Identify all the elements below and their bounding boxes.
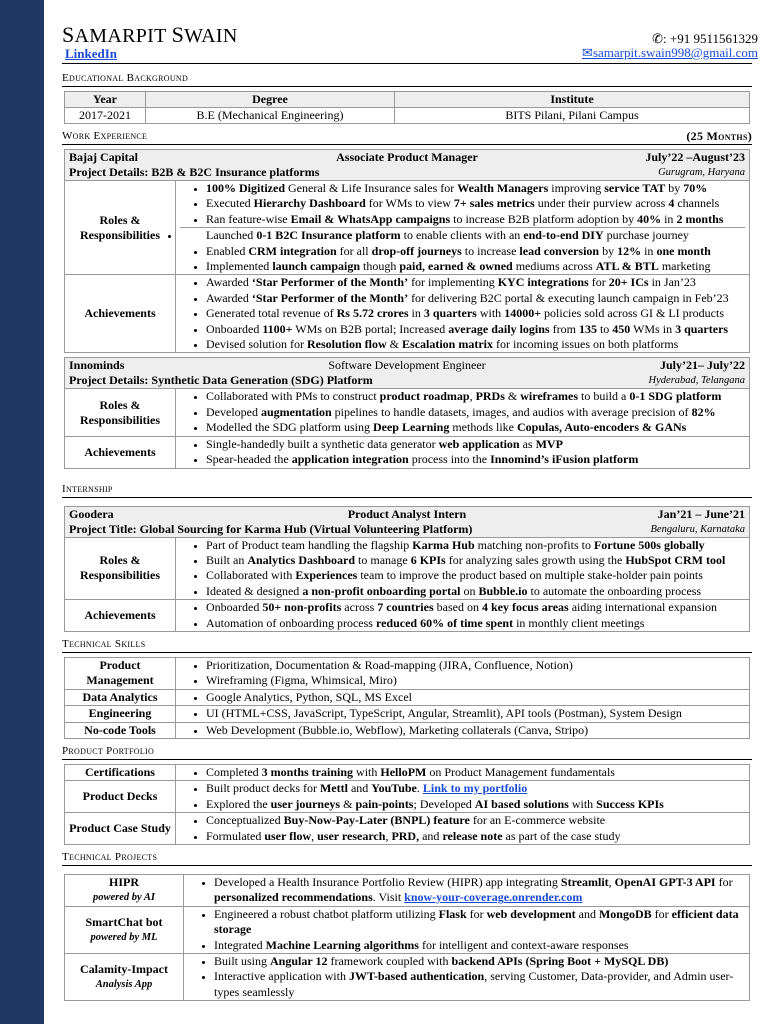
portfolio-link[interactable]: Link to my portfolio	[422, 781, 528, 796]
section-title-portfolio: Product Portfolio	[62, 745, 752, 760]
table-row: Product Management • Prioritization, Documentation & Road-mapping (JIRA, Confluence, Notion) • Wireframing (Figma, Whimsical, Miro)	[65, 657, 750, 689]
section-title-skills: Technical Skills	[62, 638, 752, 653]
roles-list: • Collaborated with PMs to construct product roadmap, PRDs & wireframes to build a 0-1 SDG platform • Developed augmentation pipelines to handle datasets, images, and audios with average precision of 82% • Modelled the SDG platform using Deep Learning methods like Copulas, Auto-encoders & GANs	[176, 389, 750, 436]
resume-page	[62, 0, 758, 1001]
resume-header	[62, 0, 758, 64]
candidate-name: SAMARPIT SWAIN	[62, 22, 238, 47]
table-row: No-code Tools • Web Development (Bubble.io, Webflow), Marketing collaterals (Canva, Stripo)	[65, 722, 750, 738]
column-header: Institute	[395, 92, 750, 108]
achievements-label: Achievements	[65, 275, 176, 353]
table-row: 2017-2021 B.E (Mechanical Engineering) BITS Pilani, Pilani Campus	[65, 108, 750, 124]
portfolio-table	[64, 764, 750, 845]
table-row: Data Analytics • Google Analytics, Python, SQL, MS Excel	[65, 689, 750, 705]
section-title-education: Educational Background	[62, 72, 752, 87]
achievements-label: Achievements	[65, 436, 176, 468]
phone-icon: ✆	[652, 31, 664, 46]
achievements-list: • Onboarded 50+ non-profits across 7 countries based on 4 key focus areas aiding international expansion • Automation of onboarding process reduced 60% of time spent in monthly client meetings	[176, 600, 750, 632]
column-header: Year	[65, 92, 146, 108]
roles-label: Roles & Responsibilities	[65, 389, 176, 436]
table-row: Product Decks • Built product decks for Mettl and YouTube. Link to my portfolio • Explored the user journeys & pain-points; Developed AI based solutions with Success KPIs	[65, 781, 750, 813]
table-row: Product Case Study • Conceptualized Buy-Now-Pay-Later (BNPL) feature for an E-commerce website • Formulated user flow, user research, PRD, and release note as part of the case study	[65, 813, 750, 845]
section-title-work: Work Experience (25 Months)	[62, 129, 752, 143]
achievements-label: Achievements	[65, 600, 176, 632]
education-table	[64, 91, 750, 124]
table-row: Engineering • UI (HTML+CSS, JavaScript, TypeScript, Angular, Streamlit), API tools (Postman), System Design	[65, 706, 750, 722]
work-duration: (25 Months)	[686, 129, 752, 143]
roles-list: • 100% Digitized General & Life Insurance sales for Wealth Managers improving service TAT by 70% • Executed Hierarchy Dashboard for WMs to view 7+ sales metrics under their purview across 4 channels • Ran feature-wise Email & WhatsApp campaigns to increase B2B platform adoption by 40% in 2 months • Launched 0-1 B2C Insurance platform to enable clients with an end-to-end DIY purchase journey • Enabled CRM integration for all drop-off journeys to increase lead conversion by 12% in one month • Implemented launch campaign though paid, earned & owned mediums across ATL & BTL marketing	[176, 181, 750, 275]
table-row: Certifications • Completed 3 months training with HelloPM on Product Management fundamentals	[65, 764, 750, 780]
column-header: Degree	[146, 92, 395, 108]
section-title-projects: Technical Projects	[62, 851, 752, 866]
section-title-internship: Internship	[62, 483, 752, 498]
email-link[interactable]: ✉samarpit.swain998@gmail.com	[582, 45, 758, 60]
header-divider	[62, 63, 752, 64]
table-row: SmartChat bot powered by ML • Engineered a robust chatbot platform utilizing Flask for web development and MongoDB for efficient data storage • Integrated Machine Learning algorithms for intelligent and context-aware responses	[65, 906, 750, 953]
skills-table	[64, 657, 750, 739]
job-table-innominds: Innominds Software Development Engineer July’21– July’22 Project Details: Synthetic Data Generation (SDG) Platform Hyderabad, Telangana Roles & Responsibilities • Collaborated with PMs to construct product roadmap, PRDs & wireframes to build a 0-1 SDG platform • Developed augmentation pipelines to handle datasets, images, and audios with average precision of 82% • Modelled the SDG platform using Deep Learning methods like Copulas, Auto-encoders & GANs Achievements • Single-handedly built a synthetic data generator web application as MVP • Spear-headed the application integration process into the Innomind’s iFusion platform	[64, 357, 750, 468]
achievements-list: • Awarded ‘Star Performer of the Month’ for implementing KYC integrations for 20+ ICs in Jan’23 • Awarded ‘Star Performer of the Month’ for delivering B2C portal & executing launch campaign in Feb’23 • Generated total revenue of Rs 5.72 crores in 3 quarters with 14000+ policies sold across GI & LI products • Onboarded 1100+ WMs on B2B portal; Increased average daily logins from 135 to 450 WMs in 3 quarters • Devised solution for Resolution flow & Escalation matrix for incoming issues on both platforms	[176, 275, 750, 353]
phone-number: ✆: +91 9511561329	[652, 31, 758, 46]
table-row: HIPR powered by AI • Developed a Health Insurance Portfolio Review (HIPR) app integrating Streamlit, OpenAI GPT-3 API for personalized recommendations. Visit know-your-coverage.onrender.com	[65, 875, 750, 907]
projects-table	[64, 874, 750, 1001]
linkedin-link[interactable]: LinkedIn	[65, 46, 118, 61]
roles-list: • Part of Product team handling the flagship Karma Hub matching non-profits to Fortune 500s globally • Built an Analytics Dashboard to manage 6 KPIs for analyzing sales growth using the HubSpot CRM tool • Collaborated with Experiences team to improve the product based on multiple stake-holder pain points • Ideated & designed a non-profit onboarding portal on Bubble.io to automate the onboarding process	[176, 537, 750, 600]
table-row: Calamity-Impact Analysis App • Built using Angular 12 framework coupled with backend APIs (Spring Boot + MySQL DB) • Interactive application with JWT-based authentication, serving Customer, Data-provider, and Admin user-types seamlessly	[65, 954, 750, 1001]
roles-label: Roles & Responsibilities	[65, 537, 176, 600]
envelope-icon: ✉	[582, 45, 593, 60]
roles-label: Roles & Responsibilities	[65, 181, 176, 275]
job-table-goodera: Goodera Product Analyst Intern Jan’21 – June’21 Project Title: Global Sourcing for Karma Hub (Virtual Volunteering Platform) Bengaluru, Karnataka Roles & Responsibilities • Part of Product team handling the flagship Karma Hub matching non-profits to Fortune 500s globally • Built an Analytics Dashboard to manage 6 KPIs for analyzing sales growth using the HubSpot CRM tool • Collaborated with Experiences team to improve the product based on multiple stake-holder pain points • Ideated & designed a non-profit onboarding portal on Bubble.io to automate the onboarding process Achievements • Onboarded 50+ non-profits across 7 countries based on 4 key focus areas aiding international expansion • Automation of onboarding process reduced 60% of time spent in monthly client meetings	[64, 506, 750, 632]
job-table-bajaj: Bajaj Capital Associate Product Manager July’22 –August’23 Project Details: B2B & B2C Insurance platforms Gurugram, Haryana Roles & Responsibilities • 100% Digitized General & Life Insurance sales for Wealth Managers improving service TAT by 70% • Executed Hierarchy Dashboard for WMs to view 7+ sales metrics under their purview across 4 channels • Ran feature-wise Email & WhatsApp campaigns to increase B2B platform adoption by 40% in 2 months • Launched 0-1 B2C Insurance platform to enable clients with an end-to-end DIY purchase journey • Enabled CRM integration for all drop-off journeys to increase lead conversion by 12% in one month • Implemented launch campaign though paid, earned & owned mediums across ATL & BTL marketing Achievements • Awarded ‘Star Performer of the Month’ for implementing KYC integrations for 20+ ICs in Jan’23 • Awarded ‘Star Performer of the Month’ for delivering B2C portal & executing launch campaign in Feb’23 • Generated total revenue of Rs 5.72 crores in 3 quarters with 14000+ policies sold across GI & LI products • Onboarded 1100+ WMs on B2B portal; Increased average daily logins from 135 to 450 WMs in 3 quarters • Devised solution for Resolution flow & Escalation matrix for incoming issues on both platforms	[64, 149, 750, 353]
hipr-link[interactable]: know-your-coverage.onrender.com	[404, 890, 583, 905]
sidebar-stripe	[0, 0, 44, 1024]
achievements-list: • Single-handedly built a synthetic data generator web application as MVP • Spear-headed the application integration process into the Innomind’s iFusion platform	[176, 436, 750, 468]
